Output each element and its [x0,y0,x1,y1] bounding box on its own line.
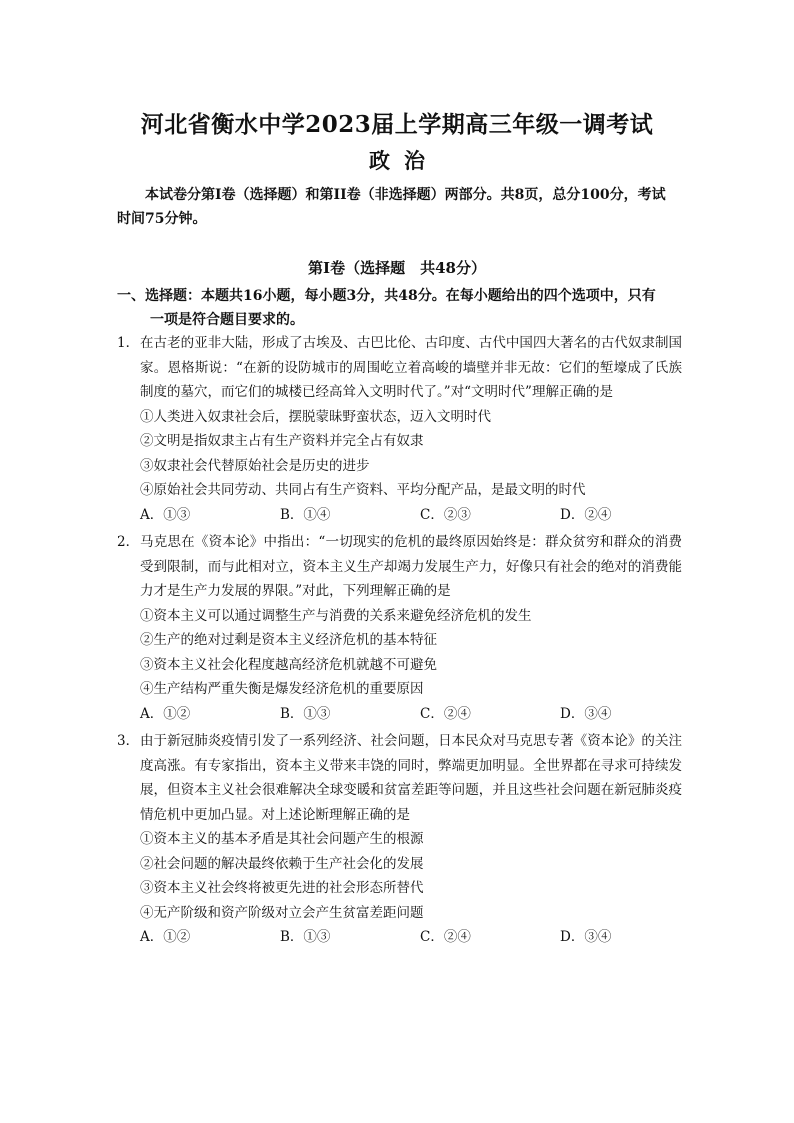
answer-d: D．③④ [560,929,612,945]
answer-b: B．①④ [280,506,331,523]
answer-b: B．①③ [280,705,331,722]
option-1: ①资本主义的基本矛盾是其社会问题产生的根源 [140,831,424,847]
option-1: ①资本主义可以通过调整生产与消费的关系来避免经济危机的发生 [140,607,532,624]
answer-a: A．①③ [140,506,191,523]
option-2: ②生产的绝对过剩是资本主义经济危机的基本特征 [140,632,437,648]
subject-title: 政治 [369,148,439,173]
question-number: 1． [117,335,140,351]
answer-a: A．①② [140,929,191,945]
question-stem: 由于新冠肺炎疫情引发了一系列经济、社会问题，日本民众对马克思专著《资本论》的关注度高涨。有专家指出，资本主义带来丰饶的同时，弊端更加明显。全世界都在寻求可持续发展，但资本主义社会很难解决全球变暖和贫富差距等问题，并且这些社会问题在新冠肺炎疫情危机中更加凸显。对上述论断理解正确的是 [140,733,682,823]
answer-choices [117,925,682,950]
answer-c: C．②③ [420,506,471,523]
question-number: 2． [117,534,140,550]
section-title: 第I卷（选择题 共48分） [308,259,486,277]
answer-choices [117,702,682,727]
answer-c: C．②④ [420,929,471,945]
question-1 [117,331,682,527]
answer-choices [117,503,682,528]
option-4: ④生产结构严重失衡是爆发经济危机的重要原因 [140,681,424,697]
question-2 [117,530,682,726]
answer-d: D．③④ [560,705,612,722]
answer-d: D．②④ [560,506,612,523]
answer-b: B．①③ [280,929,331,945]
option-2: ②社会问题的解决最终依赖于生产社会化的发展 [140,855,424,872]
exam-intro: 本试卷分第I卷（选择题）和第II卷（非选择题）两部分。共8页，总分100分，考试时间75分钟。 [117,187,666,227]
answer-c: C．②④ [420,705,471,722]
question-stem: 在古老的亚非大陆，形成了古埃及、古巴比伦、古印度、古代中国四大著名的古代奴隶制国家。恩格斯说：“在新的设防城市的周围屹立着高峻的墙壁并非无故：它们的堑壕成了氏族制度的墓穴，而它们的城楼已经高耸入文明时代了。”对“文明时代”理解正确的是 [140,335,682,400]
option-2: ②文明是指奴隶主占有生产资料并完全占有奴隶 [140,433,424,449]
section-instruction [117,284,682,332]
answer-a: A．①② [140,705,191,722]
option-3: ③资本主义社会终将被更先进的社会形态所替代 [140,880,424,896]
option-1: ①人类进入奴隶社会后，摆脱蒙昧野蛮状态，迈入文明时代 [140,408,491,425]
exam-title: 河北省衡水中学2023届上学期高三年级一调考试 [140,111,654,138]
option-3: ③奴隶社会代替原始社会是历史的进步 [140,457,370,474]
instruction-line-1: 一、选择题：本题共16小题，每小题3分，共48分。在每小题给出的四个选项中，只有 [117,288,656,304]
option-4: ④原始社会共同劳动、共同占有生产资料、平均分配产品，是最文明的时代 [140,482,586,498]
instruction-line-2: 一项是符合题目要求的。 [150,312,304,328]
option-4: ④无产阶级和资产阶级对立会产生贫富差距问题 [140,904,424,921]
question-number: 3． [117,733,140,749]
question-stem: 马克思在《资本论》中指出：“一切现实的危机的最终原因始终是：群众贫穷和群众的消费受到限制，而与此相对立，资本主义生产却竭力发展生产力，好像只有社会的绝对的消费能力才是生产力发展的界限。”对此，下列理解正确的是 [140,534,682,599]
option-3: ③资本主义社会化程度越高经济危机就越不可避免 [140,656,437,673]
question-3 [117,729,682,950]
